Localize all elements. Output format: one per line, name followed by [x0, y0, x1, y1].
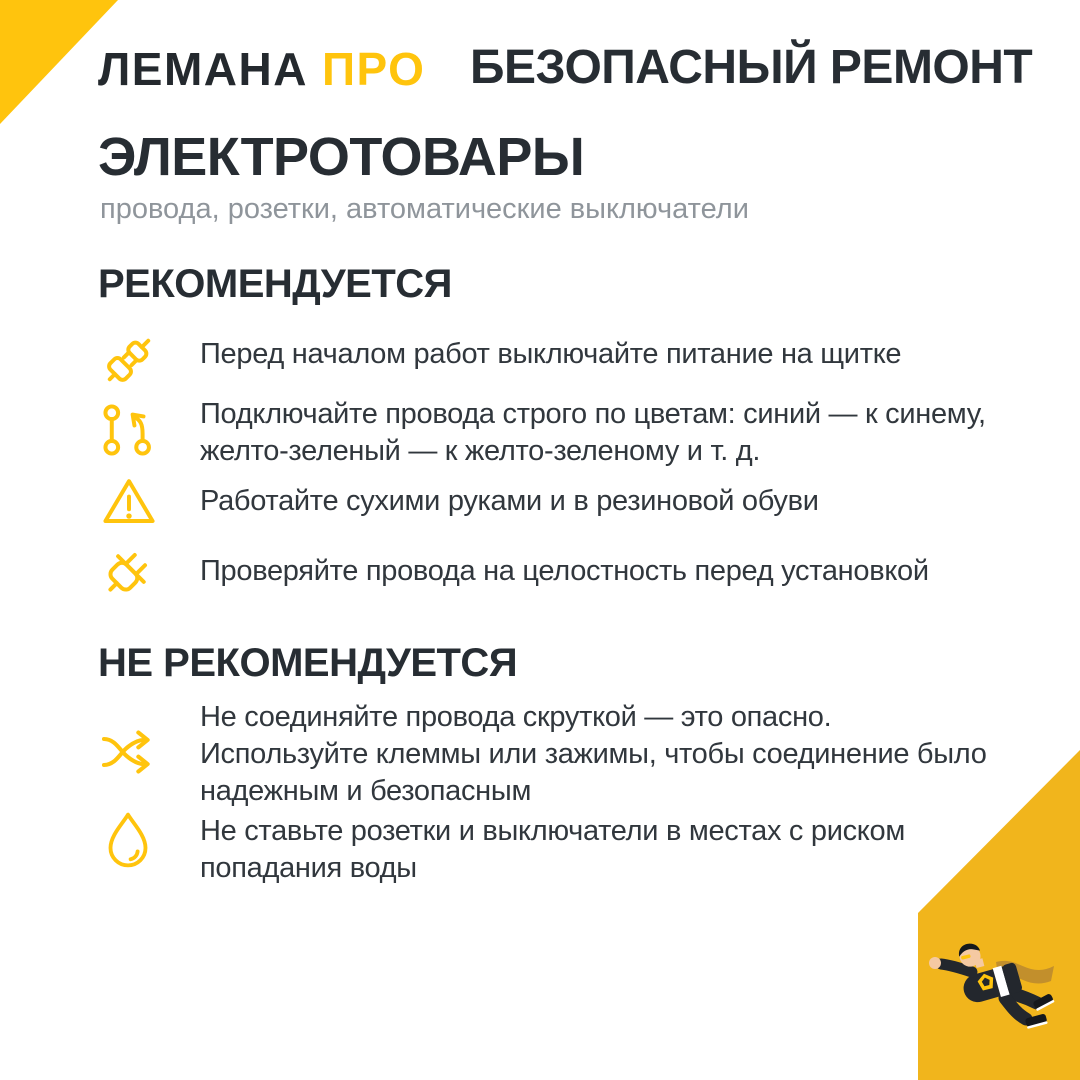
program-title: БЕЗОПАСНЫЙ РЕМОНТ	[470, 41, 1033, 94]
list-item	[200, 483, 1000, 520]
shuffle-arrows-icon	[100, 726, 160, 778]
item-line: Перед началом работ выключайте питание на щитке	[200, 338, 902, 370]
item-line: Подключайте провода строго по цветам: синий — к синему,	[200, 398, 986, 430]
item-line: желто-зеленый — к желто-зеленому и т. д.	[200, 435, 761, 467]
item-line: Проверяйте провода на целостность перед установкой	[200, 555, 929, 587]
list-item	[200, 699, 1000, 810]
section-heading-not-recommended: НЕ РЕКОМЕНДУЕТСЯ	[98, 641, 518, 685]
power-plug-icon	[100, 542, 158, 600]
water-drop-icon	[100, 809, 156, 871]
mascot-illustration	[912, 930, 1062, 1040]
logo-accent-text: ПРО	[321, 43, 426, 95]
item-line: Используйте клеммы или зажимы, чтобы соединение было	[200, 738, 987, 770]
page-title: ЭЛЕКТРОТОВАРЫ	[98, 127, 585, 187]
item-line: попадания воды	[200, 852, 417, 884]
item-line: Не ставьте розетки и выключатели в местах с риском	[200, 815, 905, 847]
list-item	[200, 336, 1000, 373]
item-line: Не соединяйте провода скруткой — это опасно.	[200, 701, 832, 733]
unplugged-connectors-icon	[100, 331, 158, 389]
logo-primary-text: ЛЕМАНА	[98, 43, 308, 95]
list-item	[200, 396, 1000, 470]
list-item	[200, 813, 1000, 887]
item-line: Работайте сухими руками и в резиновой обуви	[200, 485, 819, 517]
item-line: надежным и безопасным	[200, 775, 532, 807]
section-heading-recommended: РЕКОМЕНДУЕТСЯ	[98, 262, 452, 306]
list-item	[200, 553, 1000, 590]
page-subtitle: провода, розетки, автоматические выключатели	[100, 193, 749, 225]
flying-superhero-icon	[912, 930, 1062, 1040]
warning-triangle-icon	[100, 473, 158, 531]
wire-branch-icon	[100, 401, 158, 459]
lemana-pro-logo	[98, 43, 426, 95]
